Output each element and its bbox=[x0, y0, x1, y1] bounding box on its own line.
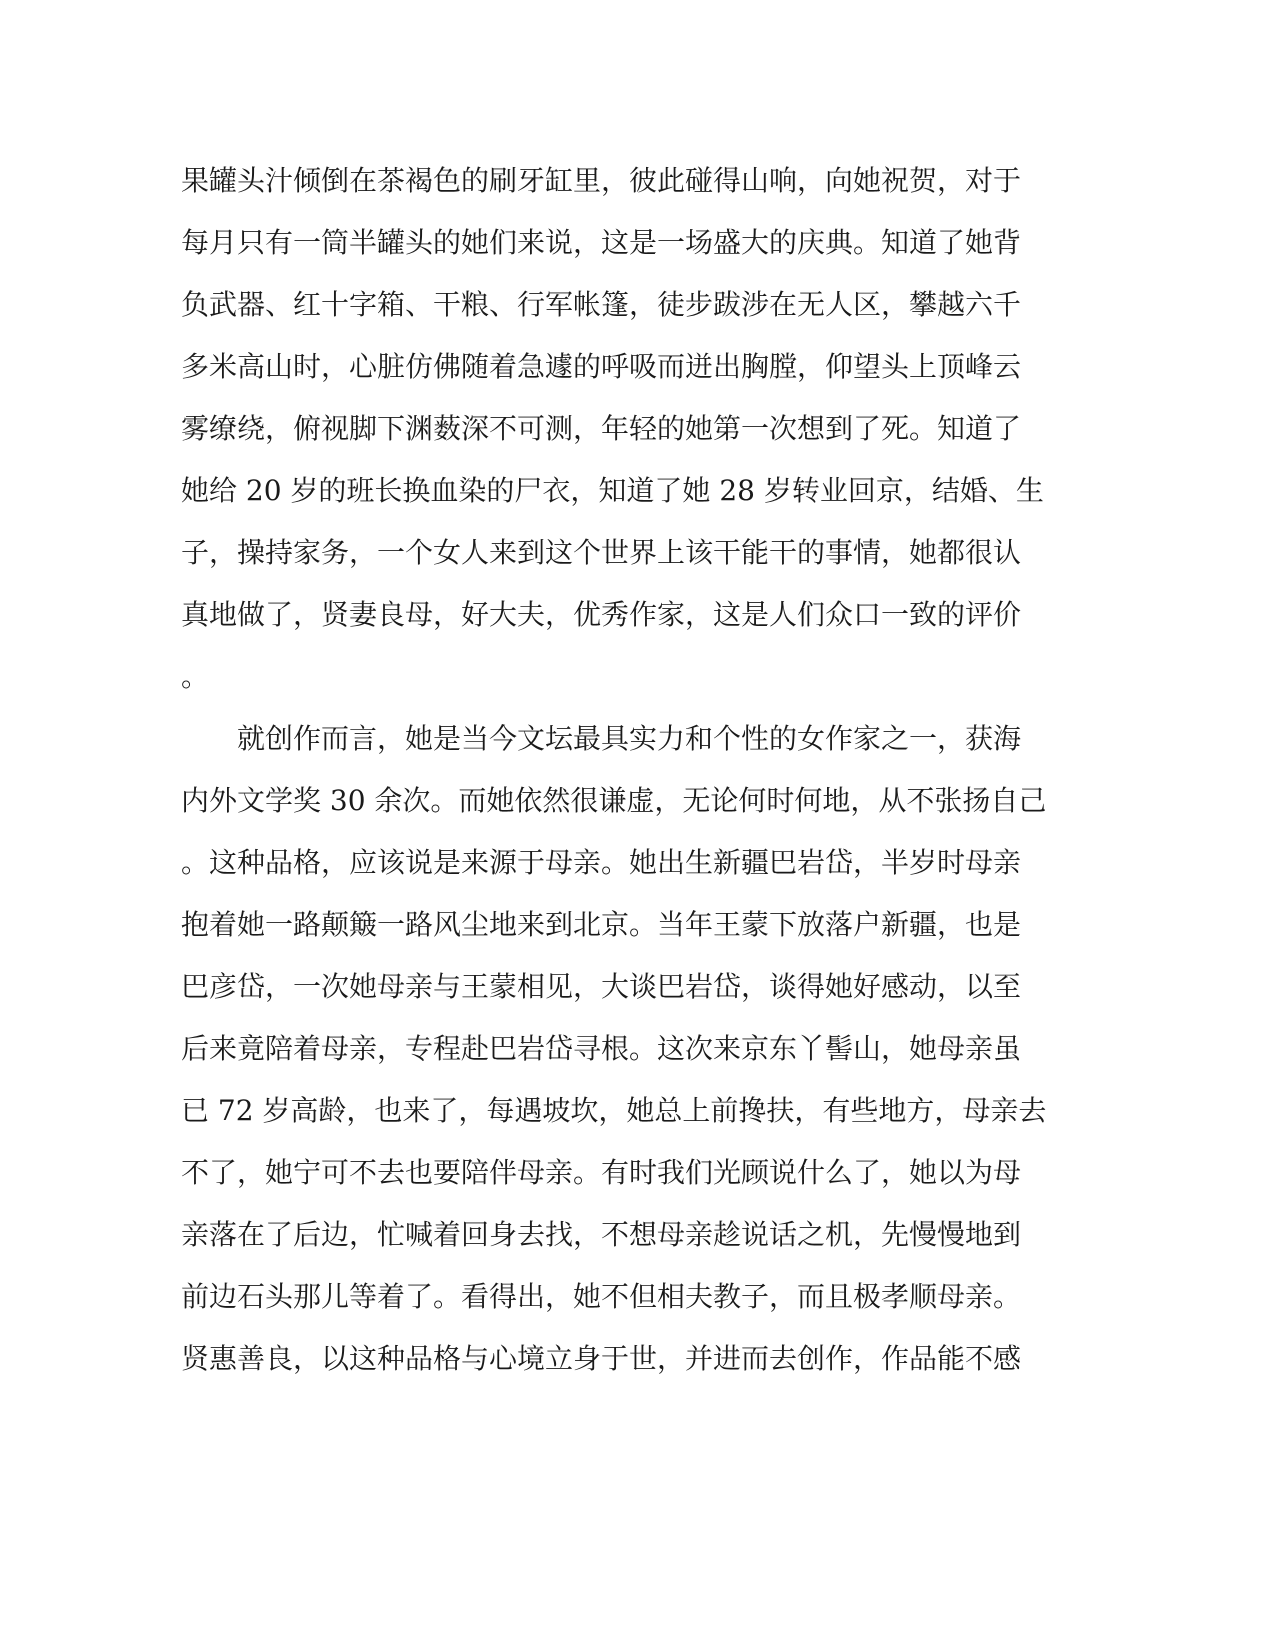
text-line: 。这种品格，应该说是来源于母亲。她出生新疆巴岩岱，半岁时母亲 bbox=[181, 846, 1022, 879]
text-line: 多米高山时，心脏仿佛随着急遽的呼吸而迸出胸膛，仰望头上顶峰云 bbox=[181, 350, 1022, 383]
text-line: 真地做了，贤妻良母，好大夫，优秀作家，这是人们众口一致的评价 bbox=[181, 598, 1022, 631]
text-line: 。 bbox=[181, 660, 210, 693]
body-text bbox=[181, 150, 1051, 1390]
text-line: 子，操持家务，一个女人来到这个世界上该干能干的事情，她都很认 bbox=[181, 536, 1022, 569]
text-line: 抱着她一路颠簸一路风尘地来到北京。当年王蒙下放落户新疆，也是 bbox=[181, 908, 1022, 941]
text-line: 亲落在了后边，忙喊着回身去找，不想母亲趁说话之机，先慢慢地到 bbox=[181, 1218, 1022, 1251]
paragraph-start-line: 就创作而言，她是当今文坛最具实力和个性的女作家之一，获海 bbox=[181, 722, 1022, 755]
text-line: 负武器、红十字箱、干粮、行军帐篷，徒步跋涉在无人区，攀越六千 bbox=[181, 288, 1022, 321]
text-line: 后来竟陪着母亲，专程赴巴岩岱寻根。这次来京东丫髻山，她母亲虽 bbox=[181, 1032, 1022, 1065]
text-line: 果罐头汁倾倒在茶褐色的刷牙缸里，彼此碰得山响，向她祝贺，对于 bbox=[181, 164, 1022, 197]
text-line: 前边石头那儿等着了。看得出，她不但相夫教子，而且极孝顺母亲。 bbox=[181, 1280, 1022, 1313]
text-line: 每月只有一筒半罐头的她们来说，这是一场盛大的庆典。知道了她背 bbox=[181, 226, 1022, 259]
text-line: 雾缭绕，俯视脚下渊薮深不可测，年轻的她第一次想到了死。知道了 bbox=[181, 412, 1022, 445]
text-line: 内外文学奖 30 余次。而她依然很谦虚，无论何时何地，从不张扬自己 bbox=[181, 784, 1047, 817]
text-line: 贤惠善良，以这种品格与心境立身于世，并进而去创作，作品能不感 bbox=[181, 1342, 1022, 1375]
text-line: 不了，她宁可不去也要陪伴母亲。有时我们光顾说什么了，她以为母 bbox=[181, 1156, 1022, 1189]
text-line: 她给 20 岁的班长换血染的尸衣，知道了她 28 岁转业回京，结婚、生 bbox=[181, 474, 1044, 507]
text-line: 巴彦岱，一次她母亲与王蒙相见，大谈巴岩岱，谈得她好感动，以至 bbox=[181, 970, 1022, 1003]
text-line: 已 72 岁高龄，也来了，每遇坡坎，她总上前搀扶，有些地方，母亲去 bbox=[181, 1094, 1047, 1127]
